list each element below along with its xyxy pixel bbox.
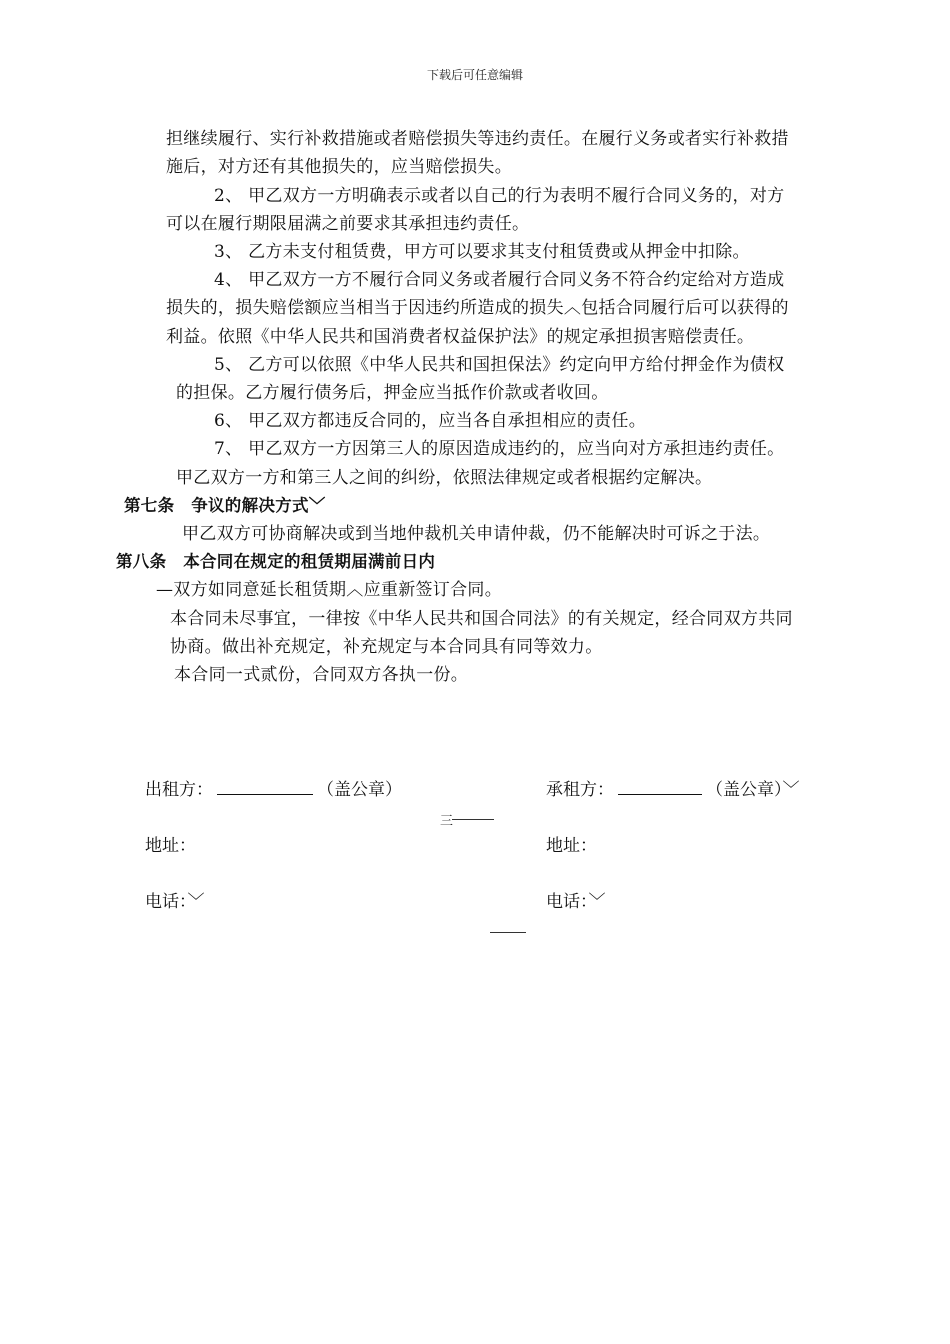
body-line: 可以在履行期限届满之前要求其承担违约责任。 <box>166 214 530 234</box>
address-right: 地址： <box>546 836 597 856</box>
body-line: 损失的，损失赔偿额应当相当于因违约所造成的损失︿包括合同履行后可以获得的 <box>166 298 789 318</box>
body-line: 协商。做出补充规定，补充规定与本合同具有同等效力。 <box>170 637 603 657</box>
lessee-line <box>546 778 800 801</box>
body-line: 3、 乙方未支付租赁费，甲方可以要求其支付租赁费或从押金中扣除。 <box>214 242 750 262</box>
body-line: 甲乙双方可协商解决或到当地仲裁机关申请仲裁，仍不能解决时可诉之于法。 <box>182 524 771 544</box>
center-mark: 三 <box>440 814 454 829</box>
body-line: 担继续履行、实行补救措施或者赔偿损失等违约责任。在履行义务或者实行补救措 <box>166 129 789 149</box>
body-line: 6、 甲乙双方都违反合同的，应当各自承担相应的责任。 <box>214 411 647 431</box>
section-heading-8: 第八条 本合同在规定的租赁期届满前日内 <box>116 552 436 571</box>
body-line: 7、 甲乙双方一方因第三人的原因造成违约的，应当向对方承担违约责任。 <box>214 439 785 459</box>
body-line: 利益。依照《中华人民共和国消费者权益保护法》的规定承担损害赔偿责任。 <box>166 327 755 347</box>
body-line: 4、 甲乙双方一方不履行合同义务或者履行合同义务不符合约定给对方造成 <box>214 270 785 290</box>
address-left: 地址： <box>145 836 196 856</box>
body-line: 的担保。乙方履行债务后，押金应当抵作价款或者收回。 <box>176 383 609 403</box>
body-line: 甲乙双方一方和第三人之间的纠纷，依照法律规定或者根据约定解决。 <box>176 468 713 488</box>
center-rule <box>452 819 494 820</box>
body-line: 施后，对方还有其他损失的，应当赔偿损失。 <box>166 157 512 177</box>
section-heading-7: 第七条 争议的解决方式﹀ <box>124 496 326 515</box>
lessor-blank <box>217 778 313 795</box>
phone-left: 电话：﹀ <box>145 892 205 912</box>
body-line: 2、 甲乙双方一方明确表示或者以自己的行为表明不履行合同义务的，对方 <box>214 186 785 206</box>
body-line: —双方如同意延长租赁期︿应重新签订合同。 <box>156 580 502 600</box>
header-note: 下载后可任意编辑 <box>426 68 523 82</box>
body-line: 本合同一式贰份，合同双方各执一份。 <box>174 665 469 685</box>
lessee-label: 承租方： <box>546 780 614 800</box>
lessee-seal: （盖公章）﹀ <box>706 780 800 800</box>
body-line: 本合同未尽事宜，一律按《中华人民共和国合同法》的有关规定，经合同双方共同 <box>170 609 793 629</box>
lessor-line <box>145 778 402 801</box>
body-line: 5、 乙方可以依照《中华人民共和国担保法》约定向甲方给付押金作为债权 <box>214 355 785 375</box>
bottom-rule <box>490 932 526 933</box>
lessor-seal: （盖公章） <box>317 780 402 800</box>
phone-right: 电话：﹀ <box>546 892 606 912</box>
lessee-blank <box>618 778 702 795</box>
lessor-label: 出租方： <box>145 780 213 800</box>
